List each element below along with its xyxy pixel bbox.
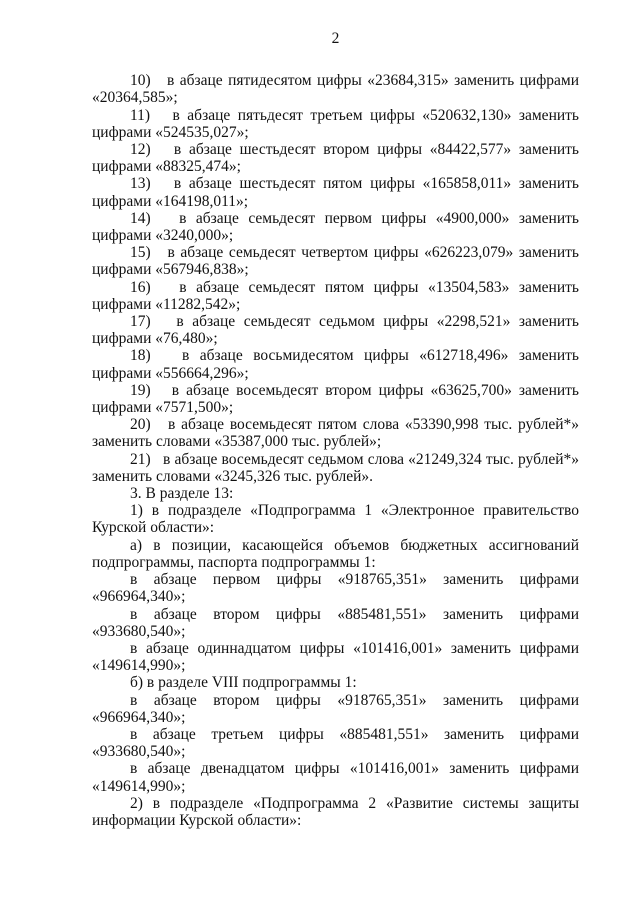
item-b-paragraph: б) в разделе VIII подпрограммы 1: [130, 674, 357, 692]
paragraph-10: 10) в абзаце пятидесятом цифры «23684,315» заменить цифрами «20364,585»; [92, 72, 579, 107]
item-b-second-change: в абзаце третьем цифры «885481,551» заменить цифрами «933680,540»; [92, 725, 579, 761]
item-a-paragraph: а) в позиции, касающейся объемов бюджетных ассигнований подпрограммы, паспорта подпрограммы 1: [92, 536, 579, 571]
paragraph-14: 14) в абзаце семьдесят первом цифры «4900,000» заменить цифрами «3240,000»; [92, 209, 579, 245]
item-a-third-change: в абзаце одиннадцатом цифры «101416,001» заменить цифрами «149614,990»; [92, 639, 579, 675]
paragraph-12: 12) в абзаце шестьдесят втором цифры «84422,577» заменить цифрами «88325,474»; [92, 141, 579, 176]
paragraph-17: 17) в абзаце семьдесят седьмом цифры «2298,521» заменить цифрами «76,480»; [92, 313, 579, 348]
document-page [92, 30, 579, 829]
document-body [92, 72, 579, 829]
item-a-first-change: в абзаце первом цифры «918765,351» заменить цифрами «966964,340»; [92, 571, 579, 606]
paragraph-19: 19) в абзаце восемьдесят втором цифры «63625,700» заменить цифрами «7571,500»; [92, 381, 579, 417]
paragraph-11: 11) в абзаце пятьдесят третьем цифры «520632,130» заменить цифрами «524535,027»; [92, 106, 579, 141]
item-b-first-change: в абзаце втором цифры «918765,351» заменить цифрами «966964,340»; [92, 691, 579, 726]
paragraph-13: 13) в абзаце шестьдесят пятом цифры «165858,011» заменить цифрами «164198,011»; [92, 175, 579, 210]
paragraph-18: 18) в абзаце восьмидесятом цифры «612718,496» заменить цифрами «556664,296»; [92, 347, 579, 382]
subsection-2-heading: 2) в подразделе «Подпрограмма 2 «Развитие системы защиты информации Курской области»: [92, 794, 579, 829]
item-a-second-change: в абзаце втором цифры «885481,551» заменить цифрами «933680,540»; [92, 605, 579, 640]
paragraph-15: 15) в абзаце семьдесят четвертом цифры «626223,079» заменить цифрами «567946,838»; [92, 244, 579, 279]
page-number: 2 [331, 30, 340, 47]
section-13-heading: 3. В разделе 13: [130, 485, 234, 503]
paragraph-21: 21) в абзаце восемьдесят седьмом слова «21249,324 тыс. рублей*» заменить словами «3245,326 тыс. рублей». [92, 450, 579, 485]
item-b-third-change: в абзаце двенадцатом цифры «101416,001» заменить цифрами «149614,990»; [92, 760, 579, 795]
paragraph-16: 16) в абзаце семьдесят пятом цифры «13504,583» заменить цифрами «11282,542»; [92, 278, 579, 313]
paragraph-20: 20) в абзаце восемьдесят пятом слова «53390,998 тыс. рублей*» заменить словами «35387,000 тыс. рублей»; [92, 416, 579, 451]
subsection-1-heading: 1) в подразделе «Подпрограмма 1 «Электронное правительство Курской области»: [92, 502, 579, 537]
